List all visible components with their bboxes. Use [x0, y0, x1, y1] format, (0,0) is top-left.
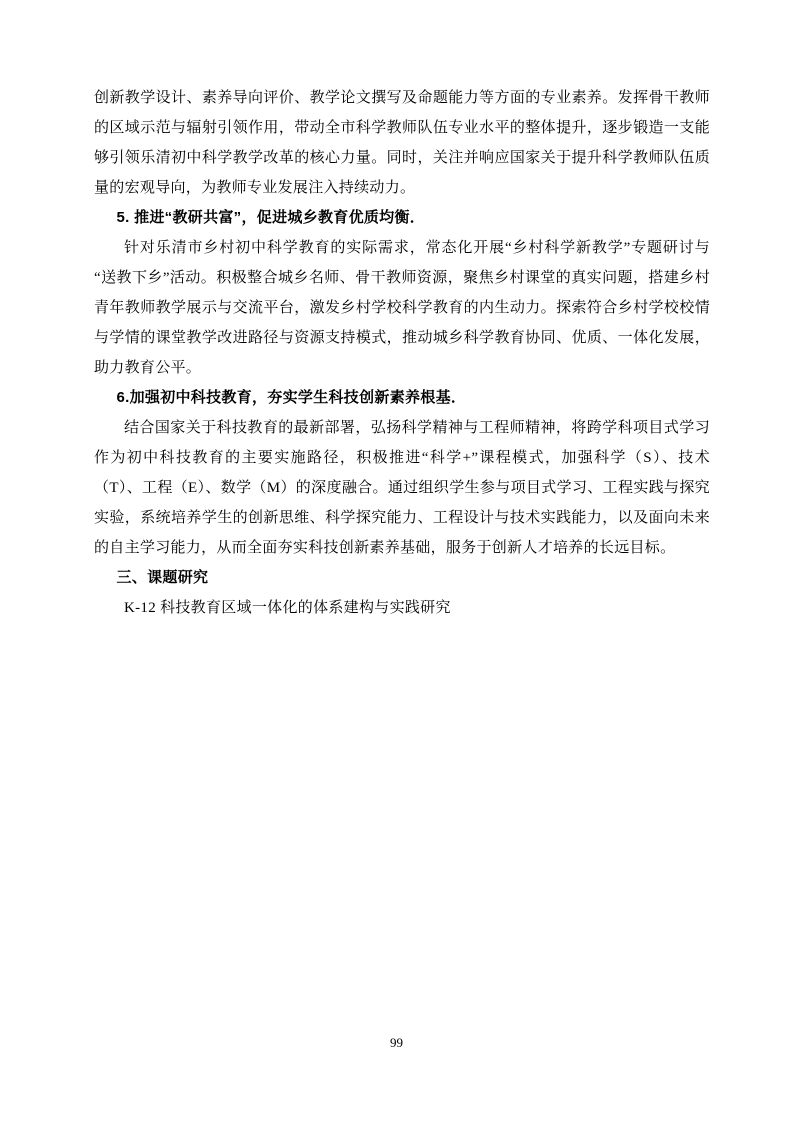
page-content [94, 83, 710, 623]
page-number: 99 [390, 1035, 403, 1050]
research-topic-line: K-12 科技教育区域一体化的体系建构与实践研究 [124, 600, 451, 616]
paragraph-section-6: 结合国家关于科技教育的最新部署，弘扬科学精神与工程师精神，将跨学科项目式学习作为初中科技教育的主要实施路径，积极推进“科学+”课程模式，加强科学（S）、技术（T）、工程（E）、数学（M）的深度融合。通过组织学生参与项目式学习、工程实践与探究实验，系统培养学生的创新思维、科学探究能力、工程设计与技术实践能力，以及面向未来的自主学习能力，从而全面夯实科技创新素养基础，服务于创新人才培养的长远目标。 [94, 420, 710, 556]
section-heading-6: 6.加强初中科技教育，夯实学生科技创新素养根基． [116, 389, 467, 406]
paragraph-continuation: 创新教学设计、素养导向评价、教学论文撰写及命题能力等方面的专业素养。发挥骨干教师的区域示范与辐射引领作用，带动全市科学教师队伍专业水平的整体提升，逐步锻造一支能够引领乐清初中科学教学改革的核心力量。同时，关注并响应国家关于提升科学教师队伍质量的宏观导向，为教师专业发展注入持续动力。 [94, 90, 710, 196]
paragraph-section-5: 针对乐清市乡村初中科学教育的实际需求，常态化开展“乡村科学新教学”专题研讨与“送教下乡”活动。积极整合城乡名师、骨干教师资源，聚焦乡村课堂的真实问题，搭建乡村青年教师教学展示与交流平台，激发乡村学校科学教育的内生动力。探索符合乡村学校校情与学情的课堂教学改进路径与资源支持模式，推动城乡科学教育协同、优质、一体化发展，助力教育公平。 [94, 240, 710, 376]
section-heading-research: 三、课题研究 [116, 569, 209, 586]
section-heading-5: 5. 推进“教研共富”，促进城乡教育优质均衡． [116, 209, 426, 226]
